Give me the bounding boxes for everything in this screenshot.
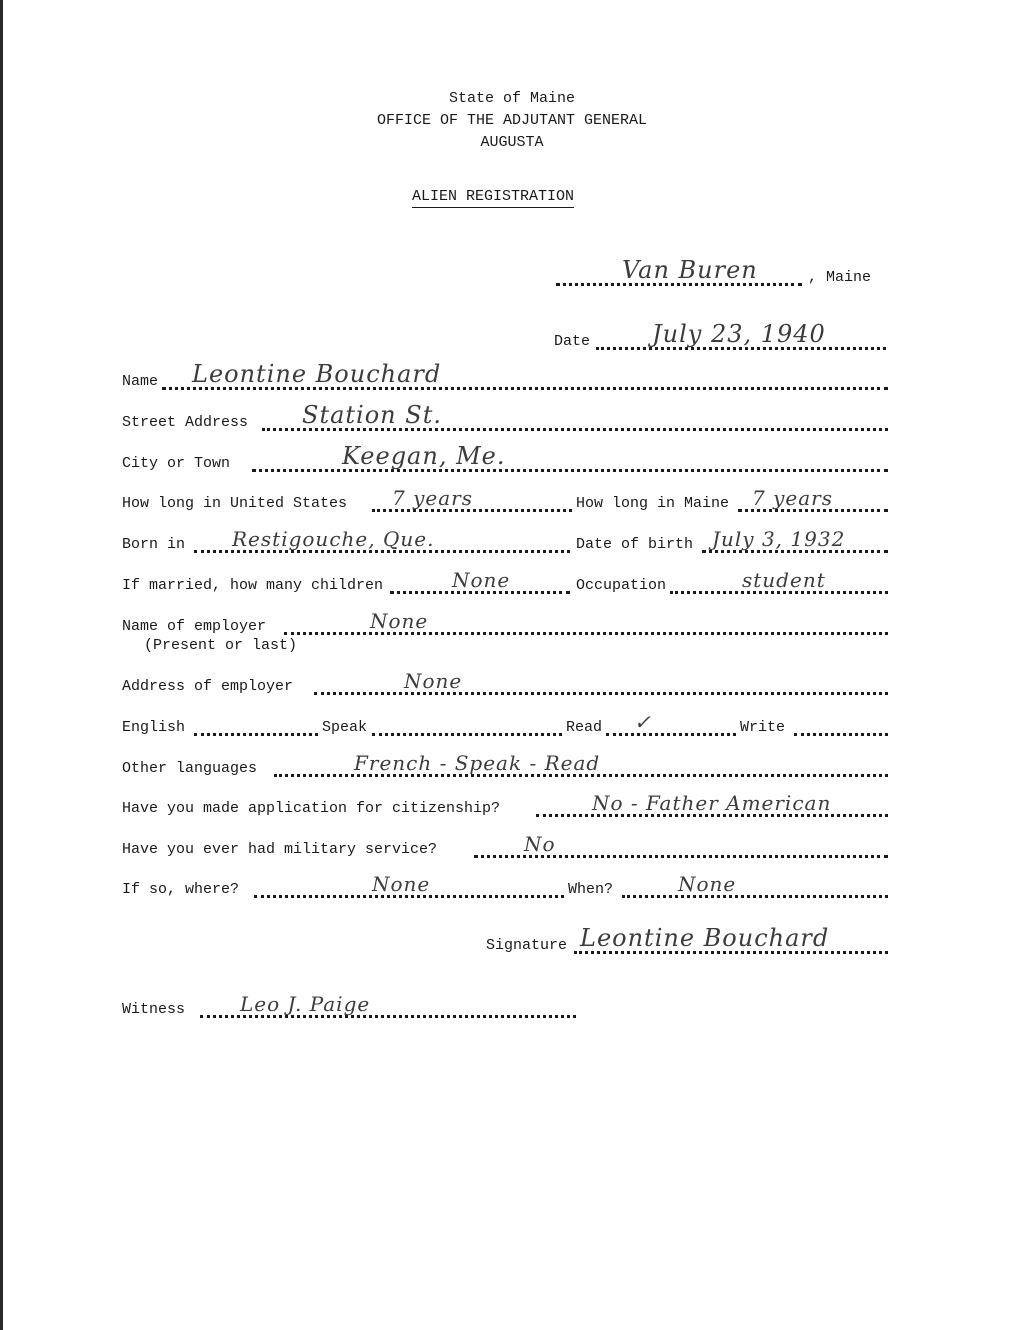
when-label: When? [568,881,614,898]
row-date [122,322,892,352]
us-handwriting: 7 years [392,486,473,510]
date-handwriting: July 23, 1940 [652,320,826,348]
row-married [122,566,892,596]
born-label: Born in [122,536,186,553]
street-label: Street Address [122,414,249,431]
when-dots [622,895,888,898]
form-title: ALIEN REGISTRATION [412,188,574,205]
occupation-label: Occupation [576,577,667,594]
row-signature [122,926,892,956]
header-city: AUGUSTA [480,134,544,151]
town-handwriting: Van Buren [622,256,758,284]
signature-handwriting: Leontine Bouchard [580,924,830,952]
witness-handwriting: Leo J. Paige [240,992,371,1016]
speak-dots [372,733,562,736]
dob-label: Date of birth [576,536,694,553]
employer-address-dots [314,692,888,695]
row-street [122,403,892,433]
row-citizenship [122,789,892,819]
signature-label: Signature [486,937,568,954]
maine-label: How long in Maine [576,495,730,512]
children-handwriting: None [452,568,511,592]
name-handwriting: Leontine Bouchard [192,360,442,388]
row-witness [122,990,892,1020]
employer-handwriting: None [370,609,429,633]
name-label: Name [122,373,159,390]
header-state: State of Maine [448,90,576,107]
witness-label: Witness [122,1001,186,1018]
other-languages-handwriting: French - Speak - Read [354,751,601,775]
when-handwriting: None [678,872,737,896]
write-dots [794,733,888,736]
row-where-when [122,870,892,900]
occupation-handwriting: student [742,568,826,592]
scan-edge-mark [0,0,3,1330]
row-name [122,362,892,392]
where-handwriting: None [372,872,431,896]
maine-handwriting: 7 years [752,486,833,510]
read-dots [606,733,736,736]
city-handwriting: Keegan, Me. [342,442,506,470]
row-other-languages [122,749,892,779]
citizenship-label: Have you made application for citizenship? [122,800,501,817]
employer-label: Name of employer [122,618,267,635]
street-handwriting: Station St. [302,401,442,429]
employer-address-label: Address of employer [122,678,294,695]
form-header [0,88,1024,154]
where-label: If so, where? [122,881,240,898]
city-label: City or Town [122,455,231,472]
row-employer [122,607,892,637]
header-office: OFFICE OF THE ADJUTANT GENERAL [376,112,648,129]
us-label: How long in United States [122,495,348,512]
speak-label: Speak [322,719,368,736]
row-english [122,708,892,738]
military-label: Have you ever had military service? [122,841,438,858]
row-how-long [122,484,892,514]
row-military [122,830,892,860]
town-suffix: , Maine [808,269,872,286]
born-handwriting: Restigouche, Que. [232,527,435,551]
row-employer-address [122,667,892,697]
citizenship-handwriting: No - Father American [592,791,832,815]
other-languages-label: Other languages [122,760,258,777]
row-town [122,258,892,288]
military-handwriting: No [524,832,556,856]
row-city [122,444,892,474]
row-born [122,525,892,555]
read-label: Read [566,719,603,736]
english-label: English [122,719,186,736]
married-label: If married, how many children [122,577,384,594]
employer-sub-label: (Present or last) [144,637,298,654]
date-label: Date [554,333,591,350]
english-read-handwriting: ✓ [634,710,652,734]
dob-handwriting: July 3, 1932 [712,527,846,551]
write-label: Write [740,719,786,736]
english-dots [194,733,318,736]
employer-address-handwriting: None [404,669,463,693]
